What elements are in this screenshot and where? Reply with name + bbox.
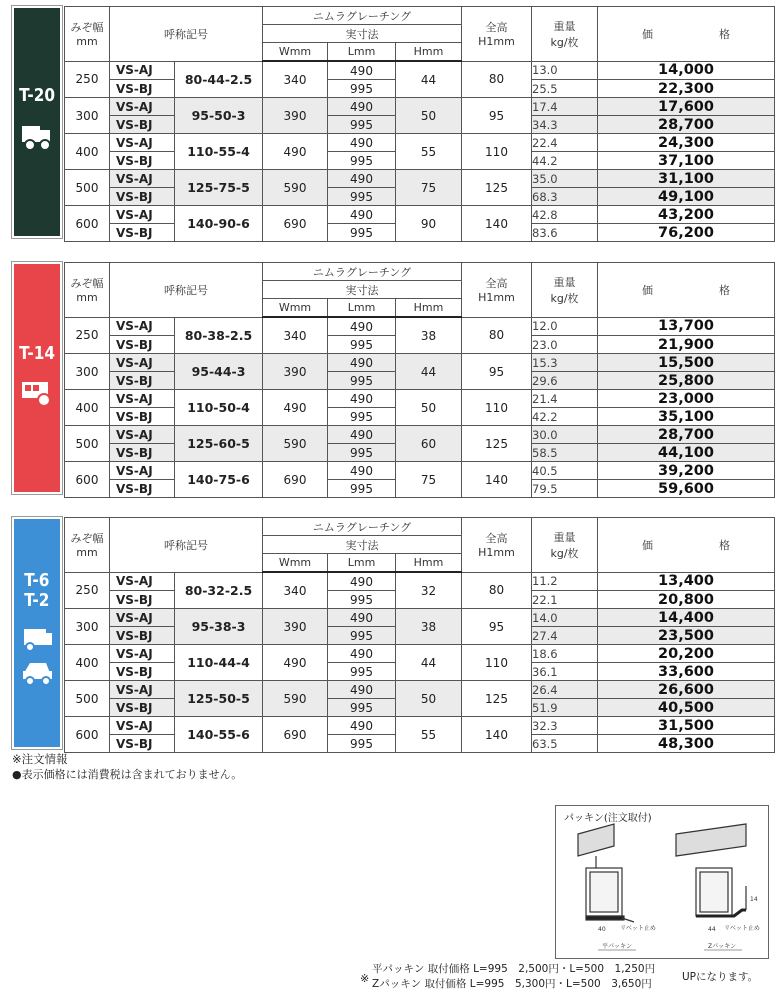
nominal-cell: 110-50-4 (175, 390, 263, 426)
header-text: kg/枚 (550, 546, 579, 560)
truck-icon (20, 611, 54, 695)
header-text: みぞ幅 (70, 277, 104, 291)
h1-cell: 80 (462, 572, 532, 609)
code-cell: VS-AJ (110, 717, 175, 735)
price-cell: 22,300 (598, 80, 775, 98)
l-cell: 995 (328, 372, 396, 390)
tax-note: ●表示価格には消費税は含まれておりません。 (12, 768, 243, 781)
price-cell: 17,600 (598, 98, 775, 116)
h1-cell: 95 (462, 98, 532, 134)
weight-cell: 30.0 (532, 426, 598, 444)
z-packing-text: 取付価格 L=995 5,300円・L=500 3,650円 (424, 978, 652, 990)
w-cell: 690 (263, 462, 328, 498)
width-cell: 400 (65, 390, 110, 426)
flat-packing-name: 平パッキン (372, 963, 425, 975)
col-nominal: 呼称記号 (110, 7, 263, 62)
h1-cell: 80 (462, 317, 532, 354)
load-class-label: T-6 T-2 (24, 570, 50, 611)
code-cell: VS-BJ (110, 80, 175, 98)
col-w: Wmm (263, 299, 328, 318)
weight-cell: 25.5 (532, 80, 598, 98)
w-cell: 340 (263, 572, 328, 609)
h1-cell: 95 (462, 609, 532, 645)
width-cell: 300 (65, 609, 110, 645)
l-cell: 490 (328, 717, 396, 735)
price-cell: 15,500 (598, 354, 775, 372)
l-cell: 995 (328, 699, 396, 717)
weight-cell: 32.3 (532, 717, 598, 735)
col-l: Lmm (328, 299, 396, 318)
price-cell: 24,300 (598, 134, 775, 152)
nominal-cell: 125-75-5 (175, 170, 263, 206)
table-row (65, 390, 775, 408)
z-packing-caption: Zパッキン (708, 943, 737, 950)
w-cell: 340 (263, 317, 328, 354)
nominal-cell: 140-90-6 (175, 206, 263, 242)
l-cell: 490 (328, 572, 396, 591)
l-cell: 995 (328, 188, 396, 206)
col-width (65, 263, 110, 318)
weight-cell: 36.1 (532, 663, 598, 681)
price-cell: 76,200 (598, 224, 775, 242)
right-dim-label: 14 (750, 896, 758, 903)
col-actual: 実寸法 (263, 25, 462, 43)
weight-cell: 15.3 (532, 354, 598, 372)
code-cell: VS-BJ (110, 408, 175, 426)
col-w: Wmm (263, 554, 328, 573)
table-row (65, 98, 775, 116)
col-width (65, 518, 110, 573)
packing-diagram (556, 806, 768, 958)
nominal-cell: 95-38-3 (175, 609, 263, 645)
price-cell: 35,100 (598, 408, 775, 426)
l-cell: 490 (328, 462, 396, 480)
h1-cell: 125 (462, 170, 532, 206)
l-cell: 995 (328, 480, 396, 498)
price-cell: 23,500 (598, 627, 775, 645)
h1-cell: 140 (462, 717, 532, 753)
h-cell: 90 (396, 206, 462, 242)
weight-cell: 34.3 (532, 116, 598, 134)
width-cell: 600 (65, 206, 110, 242)
price-cell: 21,900 (598, 336, 775, 354)
order-info-title: ※注文情報 (12, 752, 68, 766)
nominal-cell: 110-44-4 (175, 645, 263, 681)
h-cell: 50 (396, 390, 462, 426)
load-class-label: T-20 (19, 85, 55, 106)
col-grating: ニムラグレーチング (263, 518, 462, 536)
table-row (65, 717, 775, 735)
packing-figure (555, 805, 769, 959)
width-cell: 600 (65, 717, 110, 753)
l-cell: 995 (328, 336, 396, 354)
code-cell: VS-BJ (110, 372, 175, 390)
col-price: 価 格 (598, 7, 775, 62)
width-cell: 300 (65, 98, 110, 134)
weight-cell: 23.0 (532, 336, 598, 354)
col-l: Lmm (328, 43, 396, 62)
weight-cell: 12.0 (532, 317, 598, 336)
code-cell: VS-AJ (110, 134, 175, 152)
h-cell: 75 (396, 170, 462, 206)
load-class-tag (12, 517, 62, 749)
price-cell: 14,000 (598, 61, 775, 80)
col-total-height (462, 7, 532, 62)
price-cell: 20,800 (598, 591, 775, 609)
weight-cell: 51.9 (532, 699, 598, 717)
packing-figure-title: パッキン(注文取付) (564, 813, 652, 824)
col-total-height (462, 518, 532, 573)
flat-packing-text: 取付価格 L=995 2,500円・L=500 1,250円 (427, 963, 656, 975)
price-cell: 37,100 (598, 152, 775, 170)
col-l: Lmm (328, 554, 396, 573)
l-cell: 490 (328, 390, 396, 408)
price-cell: 23,000 (598, 390, 775, 408)
l-cell: 995 (328, 591, 396, 609)
weight-cell: 40.5 (532, 462, 598, 480)
code-cell: VS-BJ (110, 480, 175, 498)
l-cell: 995 (328, 408, 396, 426)
w-cell: 490 (263, 134, 328, 170)
price-cell: 49,100 (598, 188, 775, 206)
table-row (65, 462, 775, 480)
width-cell: 400 (65, 134, 110, 170)
price-cell: 13,400 (598, 572, 775, 591)
header-text: 全高 (485, 277, 508, 291)
nominal-cell: 140-55-6 (175, 717, 263, 753)
l-cell: 490 (328, 98, 396, 116)
col-total-height (462, 263, 532, 318)
weight-cell: 83.6 (532, 224, 598, 242)
code-cell: VS-AJ (110, 206, 175, 224)
load-class-tag (12, 6, 62, 238)
table-row (65, 572, 775, 591)
header-text: mm (76, 35, 98, 49)
l-cell: 490 (328, 170, 396, 188)
l-cell: 490 (328, 317, 396, 336)
price-cell: 13,700 (598, 317, 775, 336)
code-cell: VS-BJ (110, 116, 175, 134)
header-text: みぞ幅 (70, 21, 104, 35)
l-cell: 995 (328, 735, 396, 753)
code-cell: VS-BJ (110, 152, 175, 170)
price-cell: 44,100 (598, 444, 775, 462)
width-cell: 600 (65, 462, 110, 498)
w-cell: 390 (263, 354, 328, 390)
nominal-cell: 80-32-2.5 (175, 572, 263, 609)
header-text: H1mm (478, 35, 515, 49)
h-cell: 32 (396, 572, 462, 609)
weight-cell: 29.6 (532, 372, 598, 390)
price-cell: 48,300 (598, 735, 775, 753)
price-table (64, 517, 775, 753)
h1-cell: 110 (462, 390, 532, 426)
l-cell: 490 (328, 206, 396, 224)
price-cell: 28,700 (598, 426, 775, 444)
weight-cell: 21.4 (532, 390, 598, 408)
code-cell: VS-AJ (110, 681, 175, 699)
l-cell: 490 (328, 681, 396, 699)
weight-cell: 42.2 (532, 408, 598, 426)
price-table (64, 262, 775, 498)
price-table (64, 6, 775, 242)
col-h: Hmm (396, 554, 462, 573)
col-nominal: 呼称記号 (110, 518, 263, 573)
header-text: みぞ幅 (70, 532, 104, 546)
h1-cell: 80 (462, 61, 532, 98)
price-cell: 28,700 (598, 116, 775, 134)
header-text: 重量 (553, 19, 576, 33)
weight-cell: 35.0 (532, 170, 598, 188)
h-cell: 60 (396, 426, 462, 462)
weight-cell: 68.3 (532, 188, 598, 206)
h1-cell: 125 (462, 681, 532, 717)
weight-cell: 22.1 (532, 591, 598, 609)
table-row (65, 170, 775, 188)
l-cell: 995 (328, 116, 396, 134)
width-cell: 250 (65, 61, 110, 98)
price-cell: 43,200 (598, 206, 775, 224)
price-cell: 40,500 (598, 699, 775, 717)
header-text: mm (76, 546, 98, 560)
footer-mark: ※ (360, 972, 370, 985)
width-cell: 250 (65, 572, 110, 609)
price-cell: 31,500 (598, 717, 775, 735)
table-row (65, 609, 775, 627)
l-cell: 995 (328, 224, 396, 242)
weight-cell: 27.4 (532, 627, 598, 645)
col-weight (532, 263, 598, 318)
code-cell: VS-BJ (110, 591, 175, 609)
col-weight (532, 7, 598, 62)
col-h: Hmm (396, 43, 462, 62)
weight-cell: 11.2 (532, 572, 598, 591)
col-width (65, 7, 110, 62)
weight-cell: 42.8 (532, 206, 598, 224)
h-cell: 50 (396, 98, 462, 134)
l-cell: 995 (328, 444, 396, 462)
w-cell: 490 (263, 645, 328, 681)
nominal-cell: 80-38-2.5 (175, 317, 263, 354)
header-text: kg/枚 (550, 35, 579, 49)
weight-cell: 14.0 (532, 609, 598, 627)
left-rivet-label: リベット止め (620, 925, 656, 932)
table-row (65, 134, 775, 152)
table-row (65, 206, 775, 224)
h-cell: 55 (396, 717, 462, 753)
h-cell: 38 (396, 317, 462, 354)
header-text: H1mm (478, 546, 515, 560)
l-cell: 490 (328, 426, 396, 444)
width-cell: 500 (65, 681, 110, 717)
h1-cell: 125 (462, 426, 532, 462)
price-cell: 33,600 (598, 663, 775, 681)
header-text: 全高 (485, 532, 508, 546)
h-cell: 75 (396, 462, 462, 498)
truck-icon (20, 364, 54, 412)
load-class-label: T-14 (19, 343, 55, 364)
table-row (65, 354, 775, 372)
code-cell: VS-AJ (110, 645, 175, 663)
code-cell: VS-AJ (110, 462, 175, 480)
col-grating: ニムラグレーチング (263, 263, 462, 281)
l-cell: 490 (328, 61, 396, 80)
z-packing-row (372, 977, 655, 992)
col-weight (532, 518, 598, 573)
truck-icon (20, 106, 54, 158)
code-cell: VS-AJ (110, 98, 175, 116)
header-text: kg/枚 (550, 291, 579, 305)
h1-cell: 110 (462, 134, 532, 170)
weight-cell: 22.4 (532, 134, 598, 152)
w-cell: 690 (263, 717, 328, 753)
flat-packing-caption: 平パッキン (602, 943, 632, 950)
notes (12, 752, 242, 782)
header-text: 全高 (485, 21, 508, 35)
width-cell: 500 (65, 170, 110, 206)
weight-cell: 17.4 (532, 98, 598, 116)
h-cell: 38 (396, 609, 462, 645)
l-cell: 490 (328, 609, 396, 627)
price-cell: 26,600 (598, 681, 775, 699)
z-packing-name: Zパッキン (372, 978, 422, 990)
col-w: Wmm (263, 43, 328, 62)
nominal-cell: 80-44-2.5 (175, 61, 263, 98)
code-cell: VS-AJ (110, 317, 175, 336)
nominal-cell: 125-60-5 (175, 426, 263, 462)
packing-footer (360, 962, 759, 992)
weight-cell: 44.2 (532, 152, 598, 170)
code-cell: VS-AJ (110, 426, 175, 444)
header-text: 重量 (553, 530, 576, 544)
price-cell: 25,800 (598, 372, 775, 390)
l-cell: 995 (328, 627, 396, 645)
footer-tail: UPになります。 (682, 971, 759, 983)
l-cell: 995 (328, 80, 396, 98)
code-cell: VS-AJ (110, 572, 175, 591)
price-cell: 39,200 (598, 462, 775, 480)
table-row (65, 317, 775, 336)
width-cell: 300 (65, 354, 110, 390)
table-row (65, 645, 775, 663)
nominal-cell: 125-50-5 (175, 681, 263, 717)
code-cell: VS-BJ (110, 336, 175, 354)
nominal-cell: 95-44-3 (175, 354, 263, 390)
w-cell: 590 (263, 681, 328, 717)
price-cell: 14,400 (598, 609, 775, 627)
w-cell: 390 (263, 609, 328, 645)
l-cell: 995 (328, 152, 396, 170)
code-cell: VS-BJ (110, 735, 175, 753)
l-cell: 490 (328, 134, 396, 152)
l-cell: 490 (328, 645, 396, 663)
w-cell: 590 (263, 170, 328, 206)
h1-cell: 140 (462, 462, 532, 498)
w-cell: 390 (263, 98, 328, 134)
weight-cell: 13.0 (532, 61, 598, 80)
col-nominal: 呼称記号 (110, 263, 263, 318)
right-rivet-label: リベット止め (724, 925, 760, 932)
col-actual: 実寸法 (263, 281, 462, 299)
weight-cell: 79.5 (532, 480, 598, 498)
h1-cell: 140 (462, 206, 532, 242)
width-cell: 400 (65, 645, 110, 681)
w-cell: 340 (263, 61, 328, 98)
code-cell: VS-AJ (110, 354, 175, 372)
code-cell: VS-BJ (110, 188, 175, 206)
price-cell: 59,600 (598, 480, 775, 498)
col-price: 価 格 (598, 263, 775, 318)
weight-cell: 63.5 (532, 735, 598, 753)
price-cell: 20,200 (598, 645, 775, 663)
width-cell: 500 (65, 426, 110, 462)
l-cell: 995 (328, 663, 396, 681)
h-cell: 55 (396, 134, 462, 170)
col-grating: ニムラグレーチング (263, 7, 462, 25)
table-row (65, 426, 775, 444)
header-text: 重量 (553, 275, 576, 289)
right-dim-bottom: 44 (708, 926, 716, 933)
code-cell: VS-BJ (110, 444, 175, 462)
col-h: Hmm (396, 299, 462, 318)
col-actual: 実寸法 (263, 536, 462, 554)
l-cell: 490 (328, 354, 396, 372)
code-cell: VS-AJ (110, 61, 175, 80)
code-cell: VS-AJ (110, 609, 175, 627)
h1-cell: 110 (462, 645, 532, 681)
table-row (65, 61, 775, 80)
price-cell: 31,100 (598, 170, 775, 188)
h-cell: 50 (396, 681, 462, 717)
weight-cell: 58.5 (532, 444, 598, 462)
code-cell: VS-AJ (110, 390, 175, 408)
w-cell: 490 (263, 390, 328, 426)
flat-packing-row (372, 962, 655, 977)
col-price: 価 格 (598, 518, 775, 573)
table-row (65, 681, 775, 699)
code-cell: VS-AJ (110, 170, 175, 188)
weight-cell: 26.4 (532, 681, 598, 699)
width-cell: 250 (65, 317, 110, 354)
h-cell: 44 (396, 354, 462, 390)
code-cell: VS-BJ (110, 224, 175, 242)
code-cell: VS-BJ (110, 663, 175, 681)
w-cell: 690 (263, 206, 328, 242)
weight-cell: 18.6 (532, 645, 598, 663)
h-cell: 44 (396, 61, 462, 98)
header-text: H1mm (478, 291, 515, 305)
load-class-tag (12, 262, 62, 494)
h1-cell: 95 (462, 354, 532, 390)
h-cell: 44 (396, 645, 462, 681)
nominal-cell: 95-50-3 (175, 98, 263, 134)
nominal-cell: 140-75-6 (175, 462, 263, 498)
nominal-cell: 110-55-4 (175, 134, 263, 170)
w-cell: 590 (263, 426, 328, 462)
code-cell: VS-BJ (110, 627, 175, 645)
header-text: mm (76, 291, 98, 305)
code-cell: VS-BJ (110, 699, 175, 717)
left-dim-label: 40 (598, 926, 606, 933)
